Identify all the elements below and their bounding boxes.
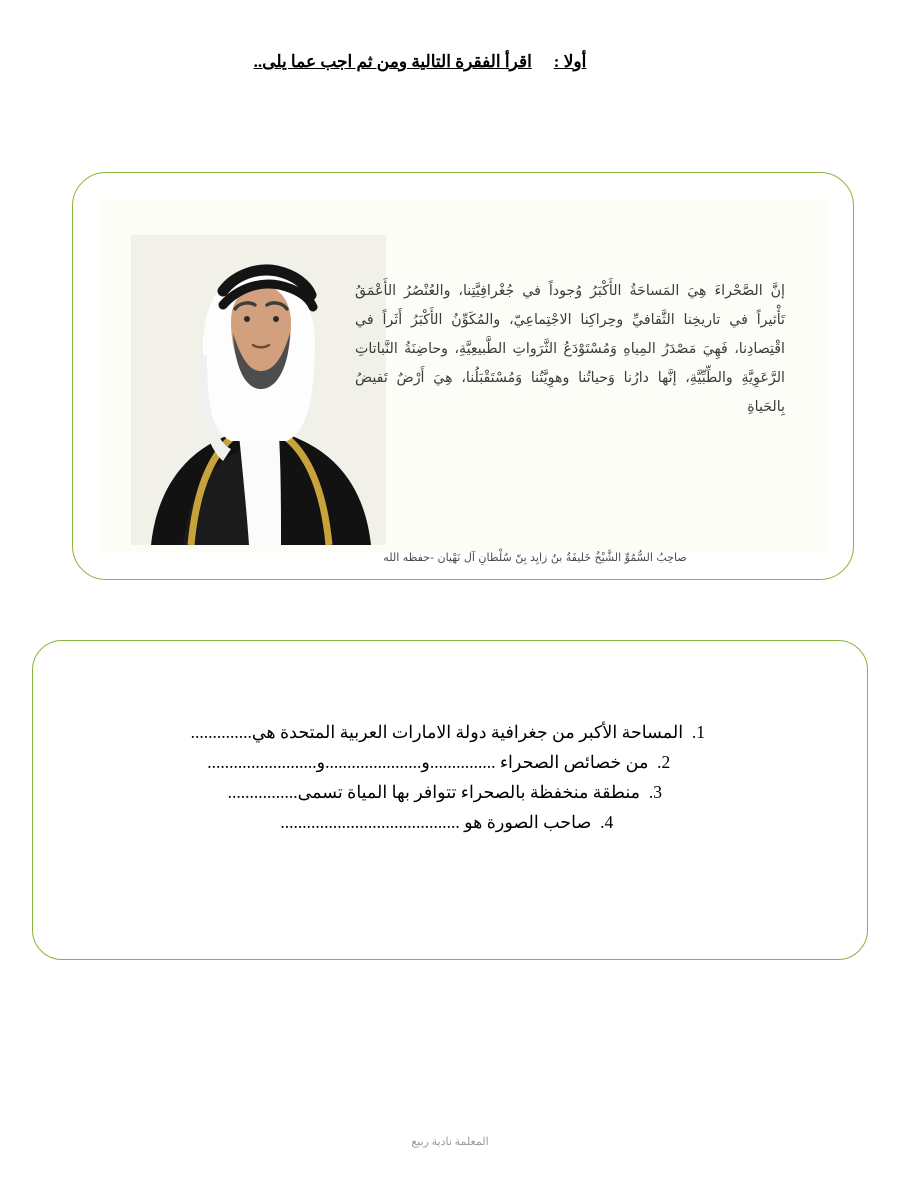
question-number-1: 1. bbox=[691, 722, 705, 742]
question-text-2: من خصائص الصحراء ...............و......................و......................... bbox=[207, 752, 649, 773]
question-item-4 bbox=[73, 807, 827, 837]
question-text-1: المساحة الأكبر من جغرافية دولة الامارات العربية المتحدة هي.............. bbox=[190, 722, 684, 742]
reading-passage-card bbox=[72, 172, 854, 580]
questions-card bbox=[32, 640, 868, 960]
question-item-3 bbox=[73, 777, 827, 807]
question-text-3: منطقة منخفظة بالصحراء تتوافر بها المياة تسمى................ bbox=[227, 782, 641, 803]
passage-attribution: صاحِبُ السُّمُوِّ الشَّيْخُ خَليفَةُ بنُ زايِد بِنّ سُلْطانِ آل نَهْيان -حفظه الله bbox=[383, 551, 687, 564]
heading-label: أولا : bbox=[553, 52, 587, 71]
questions-list bbox=[73, 717, 827, 837]
reading-passage-inner bbox=[99, 199, 827, 564]
passage-paragraph: إنَّ الصَّحْراءَ هِيَ المَساحَةُ الأَكْبَرُ وُجوداً في جُغْرافِيَّتِنا، والعُنْصُرُ الأَعْمَقُ تَأْثيراً في تاريخِنا الثَّقافيِّ وحِراكِنا الاجْتِماعِيّ، والمُكَوِّنُ الأَكْبَرُ أَثَراً في اقْتِصادِنا، فَهِيَ مَصْدَرُ المِياهِ وَمُسْتَوْدَعُ الثَّرَواتِ الطَّبيعِيَّةِ، وحاضِنَةُ النَّباتاتِ الرَّعَوِيَّةِ والطِّبِّيَّةِ، إنَّها دارُنا وَحياتُنا وهوِيَّتُنا وَمُسْتَقْبَلُنا، هِيَ أَرْضٌ تَفيضُ بِالحَياةِ bbox=[355, 283, 785, 416]
question-number-3: 3. bbox=[648, 782, 662, 803]
question-text-4: صاحب الصورة هو ......................................... bbox=[280, 812, 592, 833]
question-number-4: 4. bbox=[600, 812, 614, 833]
question-item-2 bbox=[73, 747, 827, 777]
portrait-image bbox=[131, 235, 386, 545]
instruction-heading bbox=[0, 52, 900, 72]
question-number-2: 2. bbox=[657, 752, 671, 773]
footer-credit: المعلمة نادية ربيع bbox=[411, 1136, 489, 1148]
heading-text: اقرأ الفقرة التالية ومن ثم اجب عما يلى.. bbox=[253, 52, 532, 71]
question-item-1 bbox=[73, 717, 827, 747]
